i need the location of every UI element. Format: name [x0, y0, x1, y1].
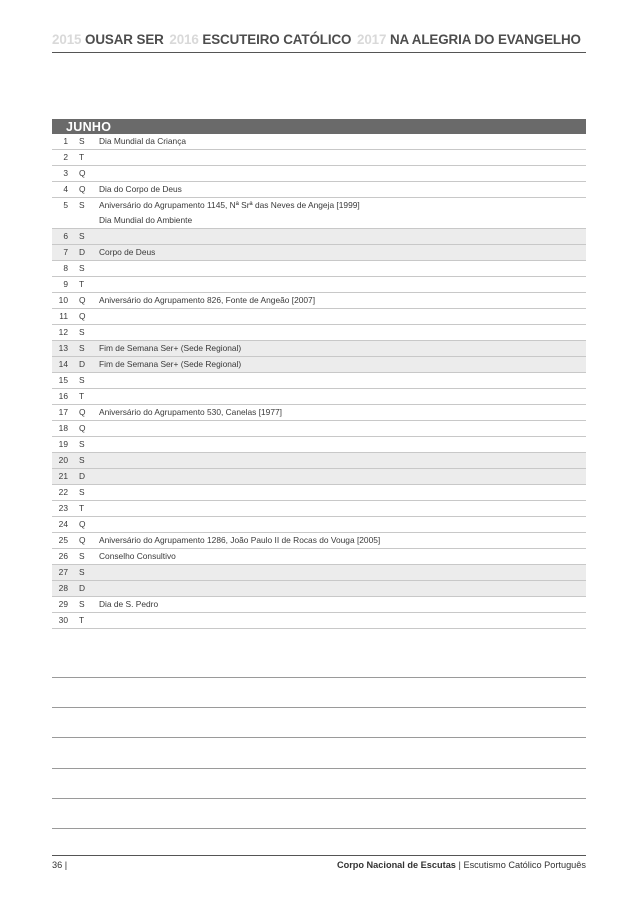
- day-number: 20: [58, 455, 68, 465]
- weekday-letter: S: [79, 375, 85, 385]
- day-events: [92, 277, 586, 292]
- note-line[interactable]: [52, 768, 586, 798]
- day-events: [92, 293, 586, 308]
- event-empty: [99, 166, 586, 181]
- day-row: [52, 134, 586, 150]
- day-row: [52, 405, 586, 421]
- day-events: [92, 261, 586, 276]
- weekday-letter: T: [79, 391, 85, 401]
- day-events: [92, 613, 586, 628]
- day-number: 13: [58, 343, 68, 353]
- event-text: Aniversário do Agrupamento 1286, João Paulo II de Rocas do Vouga [2005]: [99, 535, 381, 545]
- day-events: [92, 325, 586, 340]
- day-number: 21: [58, 471, 68, 481]
- day-events: [92, 373, 586, 388]
- day-row: [52, 533, 586, 549]
- day-number: 11: [59, 311, 68, 321]
- weekday-letter: Q: [79, 184, 86, 194]
- weekday-letter: Q: [79, 295, 86, 305]
- weekday-letter: T: [79, 615, 85, 625]
- day-number: 27: [58, 567, 68, 577]
- weekday-letter: S: [79, 327, 85, 337]
- day-row: [52, 565, 586, 581]
- day-events: [92, 134, 586, 149]
- day-number: 23: [58, 503, 68, 513]
- page-header: [52, 30, 586, 53]
- day-number: 15: [58, 375, 68, 385]
- weekday-letter: Q: [79, 535, 86, 545]
- day-row: [52, 501, 586, 517]
- weekday-letter: Q: [79, 311, 86, 321]
- day-number: 25: [58, 535, 68, 545]
- day-row: [52, 309, 586, 325]
- event-text: Fim de Semana Ser+ (Sede Regional): [99, 359, 242, 369]
- event-empty: [99, 150, 586, 165]
- note-line[interactable]: [52, 707, 586, 737]
- weekday-letter: S: [79, 487, 85, 497]
- weekday-letter: S: [79, 455, 85, 465]
- event-empty: [99, 501, 586, 516]
- event-empty: [99, 261, 586, 276]
- header-phrase-1: OUSAR SER: [85, 32, 164, 47]
- day-number: 17: [58, 407, 68, 417]
- day-events: [92, 421, 586, 436]
- event-text: Conselho Consultivo: [99, 551, 176, 561]
- day-number: 2: [63, 152, 68, 162]
- day-row: [52, 182, 586, 198]
- day-events: [92, 245, 586, 260]
- day-number: 4: [63, 184, 68, 194]
- event-empty: [99, 565, 586, 580]
- event-empty: [99, 581, 586, 596]
- day-number: 18: [58, 423, 68, 433]
- day-number: 12: [58, 327, 68, 337]
- day-row: [52, 166, 586, 182]
- month-title: JUNHO: [52, 119, 586, 134]
- event-empty: [99, 309, 586, 324]
- event-text: Dia do Corpo de Deus: [99, 184, 182, 194]
- event-text: Aniversário do Agrupamento 1145, Nª Srª das Neves de Angeja [1999]: [99, 200, 360, 210]
- event-text: Corpo de Deus: [99, 247, 156, 257]
- note-line[interactable]: [52, 828, 586, 858]
- day-row: [52, 198, 586, 229]
- day-number: 24: [58, 519, 68, 529]
- day-number: 22: [58, 487, 68, 497]
- page-footer: [52, 855, 586, 872]
- note-line[interactable]: [52, 798, 586, 828]
- weekday-letter: S: [79, 599, 85, 609]
- header-year-3: 2017: [356, 32, 387, 47]
- day-events: [92, 389, 586, 404]
- day-events: [92, 357, 586, 372]
- event-text: Dia de S. Pedro: [99, 599, 159, 609]
- day-events: [92, 533, 586, 548]
- day-row: [52, 581, 586, 597]
- header-phrase-2: ESCUTEIRO CATÓLICO: [202, 32, 352, 47]
- day-events: [92, 597, 586, 612]
- footer-credit: [337, 858, 586, 873]
- event-text: Dia Mundial do Ambiente: [99, 215, 193, 225]
- day-row: [52, 357, 586, 373]
- weekday-letter: T: [79, 503, 85, 513]
- event-empty: [99, 389, 586, 404]
- day-number: 7: [63, 247, 68, 257]
- weekday-letter: S: [79, 200, 85, 210]
- event-empty: [99, 453, 586, 468]
- day-number: 14: [58, 359, 68, 369]
- day-events: [92, 501, 586, 516]
- day-events: [92, 405, 586, 420]
- day-number: 10: [58, 295, 68, 305]
- weekday-letter: T: [79, 279, 85, 289]
- day-events: [92, 485, 586, 500]
- day-row: [52, 437, 586, 453]
- note-line[interactable]: [52, 737, 586, 767]
- weekday-letter: D: [79, 247, 86, 257]
- weekday-letter: D: [79, 471, 86, 481]
- weekday-letter: S: [79, 136, 85, 146]
- day-row: [52, 277, 586, 293]
- day-row: [52, 245, 586, 261]
- day-events: [92, 453, 586, 468]
- day-number: 26: [58, 551, 68, 561]
- day-number: 16: [58, 391, 68, 401]
- weekday-letter: Q: [79, 407, 86, 417]
- day-number: 5: [63, 200, 68, 210]
- day-events: [92, 198, 586, 228]
- event-empty: [99, 517, 586, 532]
- day-row: [52, 549, 586, 565]
- day-number: 9: [63, 279, 68, 289]
- day-events: [92, 549, 586, 564]
- weekday-letter: D: [79, 359, 86, 369]
- footer-separator: |: [458, 860, 461, 870]
- day-number: 3: [63, 168, 68, 178]
- day-row: [52, 373, 586, 389]
- event-empty: [99, 485, 586, 500]
- event-text: Dia Mundial da Criança: [99, 136, 187, 146]
- event-text: Fim de Semana Ser+ (Sede Regional): [99, 343, 242, 353]
- event-empty: [99, 373, 586, 388]
- weekday-letter: Q: [79, 423, 86, 433]
- day-row: [52, 517, 586, 533]
- day-number: 6: [63, 231, 68, 241]
- day-number: 29: [58, 599, 68, 609]
- weekday-letter: T: [79, 152, 85, 162]
- calendar-table: [52, 119, 586, 629]
- day-events: [92, 150, 586, 165]
- event-empty: [99, 421, 586, 436]
- day-row: [52, 469, 586, 485]
- page-number: 36 |: [52, 860, 68, 870]
- day-row: [52, 261, 586, 277]
- notes-area: [52, 677, 586, 858]
- day-row: [52, 597, 586, 613]
- day-events: [92, 565, 586, 580]
- day-events: [92, 182, 586, 197]
- day-row: [52, 325, 586, 341]
- weekday-letter: S: [79, 263, 85, 273]
- note-line[interactable]: [52, 677, 586, 707]
- event-empty: [99, 437, 586, 452]
- day-number: 28: [58, 583, 68, 593]
- day-number: 8: [63, 263, 68, 273]
- event-text: Aniversário do Agrupamento 826, Fonte de Angeão [2007]: [99, 295, 316, 305]
- footer-org: Corpo Nacional de Escutas: [336, 860, 456, 870]
- header-phrase-3: NA ALEGRIA DO EVANGELHO: [389, 32, 581, 47]
- weekday-letter: Q: [79, 519, 86, 529]
- day-events: [92, 581, 586, 596]
- event-empty: [99, 325, 586, 340]
- day-events: [92, 469, 586, 484]
- weekday-letter: S: [79, 551, 85, 561]
- day-number: 30: [58, 615, 68, 625]
- weekday-letter: D: [79, 583, 86, 593]
- event-empty: [99, 469, 586, 484]
- day-events: [92, 229, 586, 244]
- day-row: [52, 341, 586, 357]
- weekday-letter: S: [79, 231, 85, 241]
- day-row: [52, 453, 586, 469]
- weekday-letter: S: [79, 439, 85, 449]
- event-empty: [99, 613, 586, 628]
- day-events: [92, 166, 586, 181]
- day-row: [52, 150, 586, 166]
- day-events: [92, 309, 586, 324]
- header-year-2: 2016: [169, 32, 199, 47]
- day-events: [92, 437, 586, 452]
- day-events: [92, 341, 586, 356]
- day-row: [52, 293, 586, 309]
- footer-tagline: Escutismo Católico Português: [463, 860, 586, 870]
- weekday-letter: S: [79, 343, 85, 353]
- day-rows: [52, 134, 586, 629]
- day-row: [52, 421, 586, 437]
- event-text: Aniversário do Agrupamento 530, Canelas [1977]: [99, 407, 282, 417]
- day-row: [52, 229, 586, 245]
- day-number: 1: [63, 136, 68, 146]
- day-row: [52, 613, 586, 629]
- event-empty: [99, 229, 586, 244]
- day-number: 19: [58, 439, 68, 449]
- day-row: [52, 389, 586, 405]
- weekday-letter: Q: [79, 168, 86, 178]
- day-events: [92, 517, 586, 532]
- weekday-letter: S: [79, 567, 85, 577]
- header-year-1: 2015: [52, 32, 82, 47]
- event-empty: [99, 277, 586, 292]
- day-row: [52, 485, 586, 501]
